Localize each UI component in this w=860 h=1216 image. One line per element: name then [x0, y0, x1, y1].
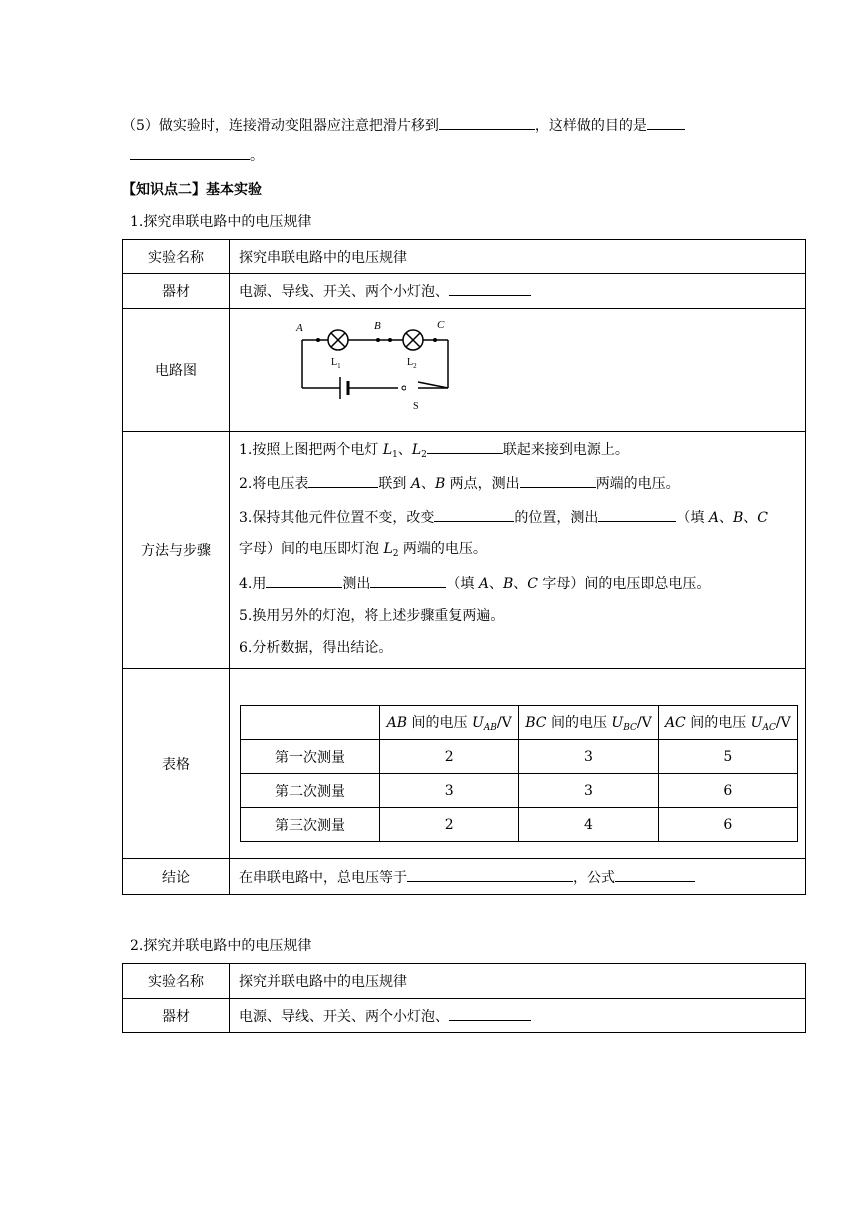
- label-experiment-name: 实验名称: [123, 964, 230, 999]
- lamp-1-label: $L_1$: [331, 357, 341, 370]
- header-ac: AC 间的电压 $U_{AC}/V$: [658, 706, 797, 740]
- q5-text: （5）做实验时，连接滑动变阻器应注意把滑片移到: [122, 118, 439, 134]
- junction-b: [376, 338, 380, 342]
- method-cell: [230, 432, 806, 669]
- answer-blank[interactable]: [449, 281, 531, 296]
- experiment-2-title: 2.探究并联电路中的电压规律: [130, 938, 312, 954]
- answer-blank[interactable]: [449, 1006, 531, 1021]
- label-method: 方法与步骤: [123, 432, 230, 669]
- equipment-cell: [230, 274, 806, 309]
- answer-blank[interactable]: [266, 573, 342, 588]
- section-heading: 【知识点二】基本实验: [122, 182, 262, 198]
- row-experiment-name: [123, 964, 806, 999]
- junction-c: [433, 338, 437, 342]
- experiment-1-table: [122, 239, 806, 895]
- label-equipment: 器材: [123, 999, 230, 1033]
- conclusion-cell: [230, 859, 806, 895]
- row-method: [123, 432, 806, 669]
- cell-value: 2: [380, 740, 519, 774]
- label-equipment: 器材: [123, 274, 230, 309]
- question-5-line2: [130, 145, 264, 166]
- label-experiment-name: 实验名称: [123, 240, 230, 274]
- header-bc: BC 间的电压 $U_{BC}/V$: [519, 706, 658, 740]
- point-c-label: C: [437, 319, 445, 331]
- cell-value: 3: [519, 740, 658, 774]
- question-5-line1: [122, 115, 685, 136]
- experiment-2-table: [122, 963, 806, 1033]
- header-empty: [241, 706, 380, 740]
- answer-blank[interactable]: [598, 507, 676, 522]
- equipment-value: 电源、导线、开关、两个小灯泡、: [239, 284, 449, 300]
- row-label: 第二次测量: [241, 774, 380, 808]
- row-conclusion: [123, 859, 806, 895]
- step-3: 3.保持其他元件位置不变，改变 的位置，测出 （填 A、B、C: [239, 507, 768, 528]
- row-label: 第三次测量: [241, 808, 380, 842]
- table-row: [241, 774, 798, 808]
- cell-value: 2: [380, 808, 519, 842]
- lamp-2-label: $L_2$: [407, 357, 417, 370]
- answer-blank[interactable]: [615, 867, 695, 882]
- q5-text: 。: [250, 148, 264, 164]
- q5-text: ，这样做的目的是: [534, 118, 647, 134]
- answer-blank[interactable]: [308, 473, 378, 488]
- label-conclusion: 结论: [123, 859, 230, 895]
- row-equipment: [123, 999, 806, 1033]
- experiment-name-value: 探究串联电路中的电压规律: [230, 240, 806, 274]
- row-circuit: [123, 309, 806, 432]
- table-row: [241, 808, 798, 842]
- label-table: 表格: [123, 669, 230, 859]
- cell-value: 5: [658, 740, 797, 774]
- circuit-diagram: [290, 315, 490, 425]
- equipment-cell: [230, 999, 806, 1033]
- step-4: 4.用 测出 （填 A、B、C 字母）间的电压即总电压。: [239, 573, 710, 594]
- answer-blank[interactable]: [647, 115, 685, 130]
- answer-blank[interactable]: [407, 867, 573, 882]
- conclusion-text: 在串联电路中，总电压等于: [239, 869, 407, 886]
- data-table-cell: [230, 669, 806, 859]
- cell-value: 3: [519, 774, 658, 808]
- switch-lever: [418, 382, 448, 388]
- switch-contact: [402, 386, 406, 390]
- step-1: 1.按照上图把两个电灯 $L_1$、$L_2$ 联起来接到电源上。: [239, 439, 629, 465]
- point-b-label: B: [374, 320, 381, 332]
- row-label: 第一次测量: [241, 740, 380, 774]
- circuit-cell: [230, 309, 806, 432]
- junction-b2: [388, 338, 392, 342]
- step-6: 6.分析数据，得出结论。: [239, 640, 393, 656]
- junction-a: [316, 338, 320, 342]
- experiment-1-title: 1.探究串联电路中的电压规律: [130, 214, 312, 230]
- point-a-label: A: [296, 322, 303, 334]
- row-equipment: [123, 274, 806, 309]
- answer-blank[interactable]: [439, 115, 535, 130]
- step-5: 5.换用另外的灯泡，将上述步骤重复两遍。: [239, 608, 505, 624]
- voltage-data-table: [240, 705, 798, 842]
- answer-blank[interactable]: [520, 473, 596, 488]
- header-ab: AB 间的电压 $U_{AB}/V$: [380, 706, 519, 740]
- cell-value: 6: [658, 808, 797, 842]
- answer-blank[interactable]: [434, 507, 514, 522]
- row-data-table: [123, 669, 806, 859]
- answer-blank[interactable]: [370, 573, 446, 588]
- row-experiment-name: [123, 240, 806, 274]
- cell-value: 3: [380, 774, 519, 808]
- answer-blank[interactable]: [130, 145, 250, 160]
- conclusion-text: ，公式: [573, 869, 615, 886]
- label-circuit: 电路图: [123, 309, 230, 432]
- experiment-name-value: 探究并联电路中的电压规律: [230, 964, 806, 999]
- table-row: [241, 740, 798, 774]
- step-3-cont: 字母）间的电压即灯泡 $L_2$ 两端的电压。: [239, 541, 487, 559]
- equipment-value: 电源、导线、开关、两个小灯泡、: [239, 1008, 449, 1025]
- step-2: 2.将电压表 联到 A、B 两点，测出 两端的电压。: [239, 473, 680, 494]
- switch-label: S: [413, 401, 419, 412]
- answer-blank[interactable]: [427, 439, 503, 454]
- cell-value: 4: [519, 808, 658, 842]
- table-header-row: [241, 706, 798, 740]
- cell-value: 6: [658, 774, 797, 808]
